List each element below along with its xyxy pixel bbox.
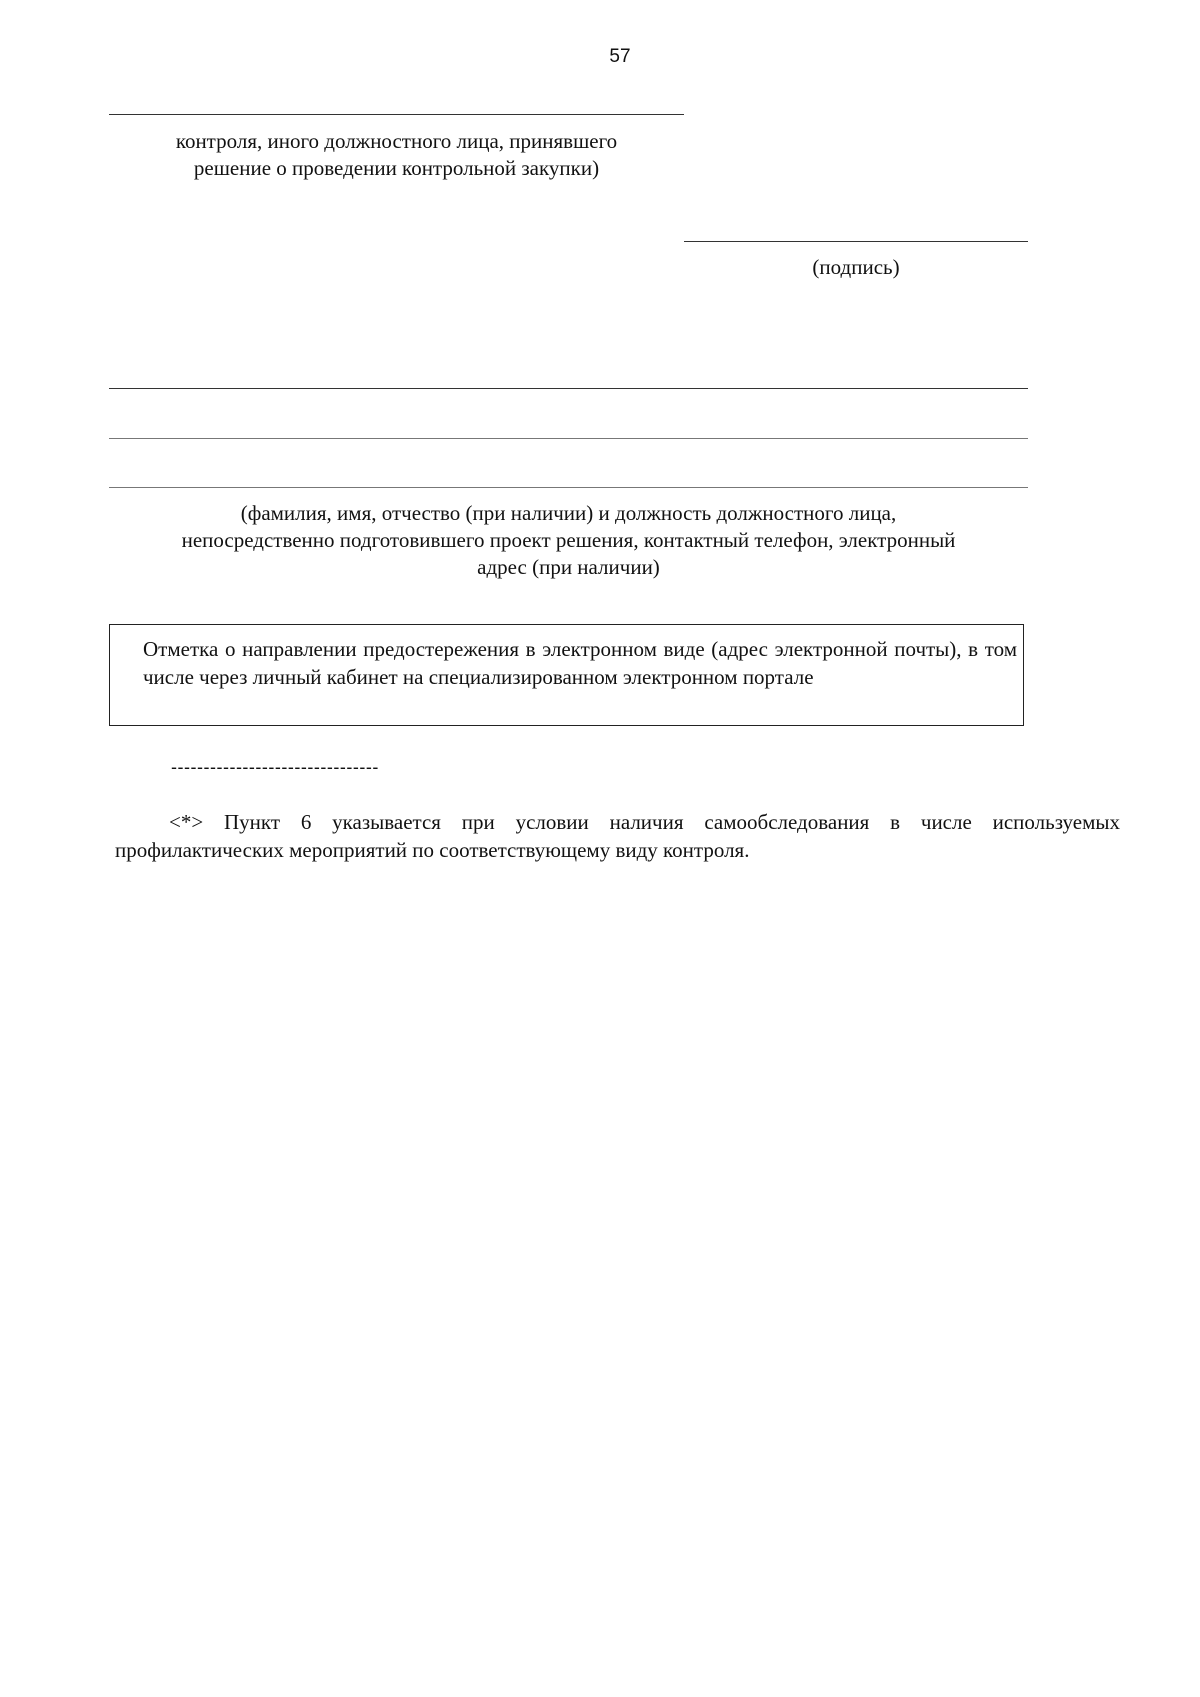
official-caption-line-2: решение о проведении контрольной закупки) — [193, 156, 600, 180]
page-number: 57 — [609, 46, 631, 67]
preparer-line-1 — [109, 388, 1028, 389]
footnote-separator: -------------------------------- — [171, 757, 379, 777]
official-caption — [109, 128, 684, 182]
preparer-caption — [109, 500, 1028, 581]
electronic-notice-text: Отметка о направлении предостережения в электронном виде (адрес электронной почты), в том числе через личный кабинет на специализированном электронном портале — [143, 637, 1017, 689]
preparer-caption-line-1: (фамилия, имя, отчество (при наличии) и должность должностного лица, — [240, 501, 897, 525]
preparer-caption-line-3: адрес (при наличии) — [477, 555, 660, 579]
signature-line — [684, 241, 1028, 242]
official-name-line — [109, 114, 684, 115]
official-caption-line-1: контроля, иного должностного лица, принявшего — [175, 129, 618, 153]
signature-caption: (подпись) — [812, 255, 900, 279]
preparer-line-2 — [109, 438, 1028, 439]
preparer-caption-line-2: непосредственно подготовившего проект решения, контактный телефон, электронный — [181, 528, 956, 552]
footnote-text: <*> Пункт 6 указывается при условии наличия самообследования в числе используемых профилактических мероприятий по соответствующему виду контроля. — [115, 810, 1120, 862]
preparer-line-3 — [109, 487, 1028, 488]
electronic-notice-box — [109, 624, 1024, 726]
